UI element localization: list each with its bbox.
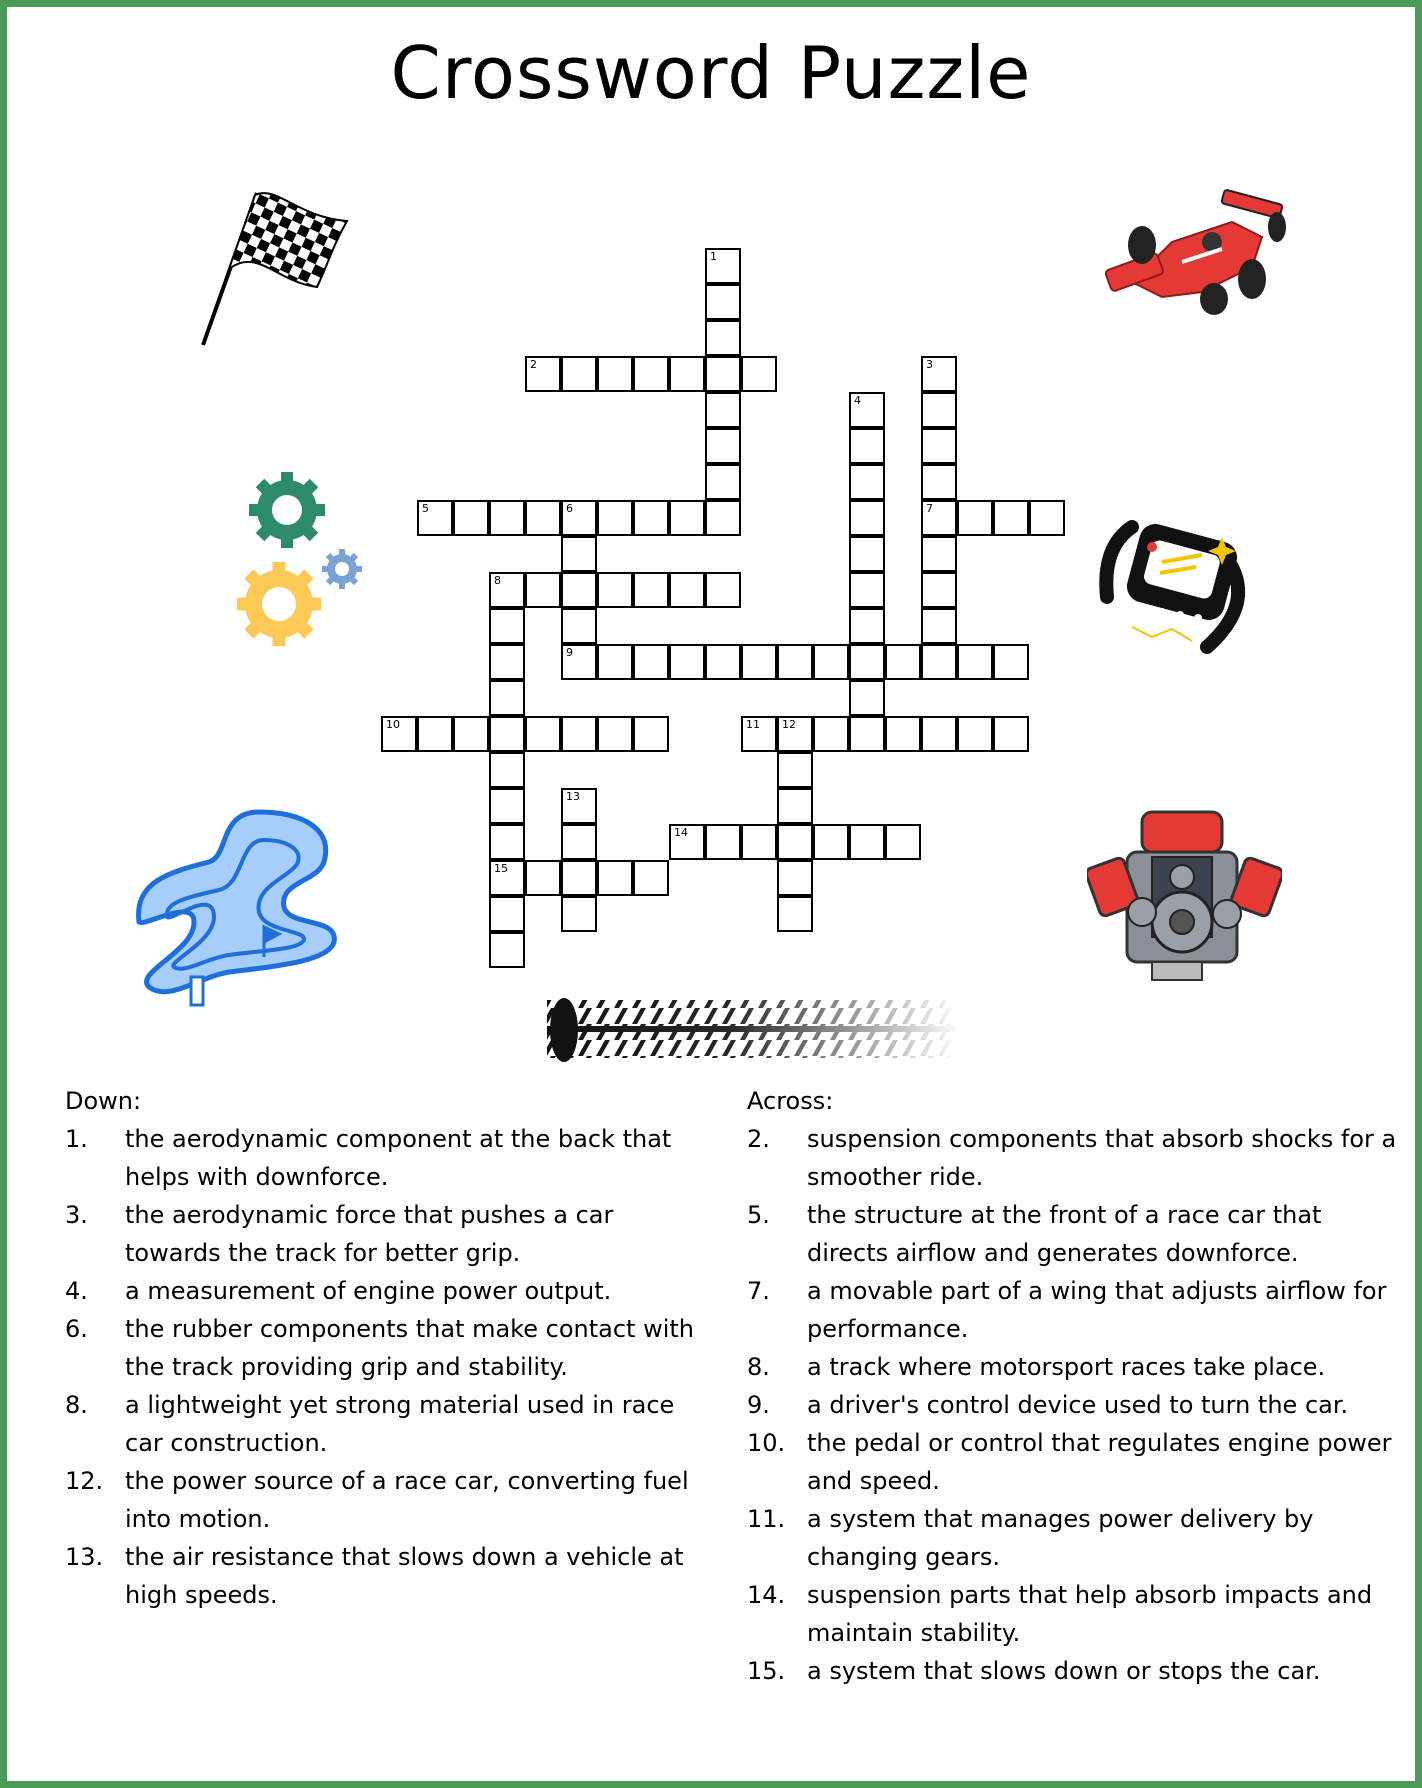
grid-cell[interactable] [705, 464, 741, 500]
grid-cell[interactable] [1029, 500, 1065, 536]
clue-item-number: 4. [65, 1277, 88, 1305]
clue-item-number: 15. [747, 1657, 786, 1685]
grid-cell[interactable] [597, 500, 633, 536]
clue-item-text: a driver's control device used to turn the car. [807, 1391, 1349, 1419]
grid-cell[interactable] [849, 500, 885, 536]
grid-cell[interactable] [813, 644, 849, 680]
grid-cell[interactable] [705, 356, 741, 392]
grid-cell[interactable] [705, 320, 741, 356]
grid-cell[interactable] [921, 716, 957, 752]
clue-item [65, 1538, 705, 1614]
grid-cell[interactable] [525, 500, 561, 536]
grid-cell[interactable] [453, 716, 489, 752]
clue-number: 5 [422, 502, 429, 515]
grid-cell[interactable] [741, 356, 777, 392]
grid-cell[interactable] [849, 536, 885, 572]
clue-item [747, 1348, 1407, 1386]
grid-cell[interactable] [813, 716, 849, 752]
clue-item-text: a system that slows down or stops the car. [807, 1657, 1321, 1685]
clue-item [747, 1386, 1407, 1424]
grid-cell[interactable] [489, 932, 525, 968]
grid-cell[interactable] [561, 644, 597, 680]
grid-cell[interactable] [921, 464, 957, 500]
grid-cell[interactable] [489, 644, 525, 680]
grid-cell[interactable] [777, 716, 813, 752]
clue-item [747, 1272, 1407, 1348]
grid-cell[interactable] [993, 644, 1029, 680]
grid-cell[interactable] [597, 572, 633, 608]
clue-item-text: the power source of a race car, converting fuel into motion. [125, 1467, 689, 1533]
grid-cell[interactable] [525, 860, 561, 896]
grid-cell[interactable] [885, 716, 921, 752]
grid-cell[interactable] [561, 716, 597, 752]
grid-cell[interactable] [705, 248, 741, 284]
clue-item-number: 9. [747, 1391, 770, 1419]
clue-number: 14 [674, 826, 688, 839]
grid-cell[interactable] [561, 608, 597, 644]
clue-item-text: a system that manages power delivery by changing gears. [807, 1505, 1314, 1571]
clue-item [65, 1196, 705, 1272]
clue-number: 15 [494, 862, 508, 875]
grid-cell[interactable] [921, 536, 957, 572]
clue-item [747, 1424, 1407, 1500]
clue-item-number: 12. [65, 1467, 104, 1495]
clue-number: 7 [926, 502, 933, 515]
clue-item [747, 1196, 1407, 1272]
down-heading: Down: [65, 1087, 142, 1115]
grid-cell[interactable] [849, 680, 885, 716]
clue-number: 12 [782, 718, 796, 731]
grid-cell[interactable] [921, 572, 957, 608]
grid-cell[interactable] [849, 716, 885, 752]
clue-item-number: 8. [747, 1353, 770, 1381]
clue-number: 9 [566, 646, 573, 659]
grid-cell[interactable] [849, 428, 885, 464]
grid-cell[interactable] [957, 500, 993, 536]
grid-cell[interactable] [849, 572, 885, 608]
grid-cell[interactable] [669, 356, 705, 392]
grid-cell[interactable] [849, 644, 885, 680]
down-clues [65, 1082, 705, 1614]
clue-item-text: the rubber components that make contact with the track providing grip and stability. [125, 1315, 694, 1381]
grid-cell[interactable] [489, 572, 525, 608]
clue-item-text: the structure at the front of a race car that directs airflow and generates downforce. [807, 1201, 1322, 1267]
grid-cell[interactable] [993, 500, 1029, 536]
grid-cell[interactable] [777, 824, 813, 860]
clue-item-number: 2. [747, 1125, 770, 1153]
clue-item [65, 1272, 705, 1310]
grid-cell[interactable] [417, 716, 453, 752]
clue-number: 13 [566, 790, 580, 803]
page-title: Crossword Puzzle [390, 31, 1032, 115]
grid-cell[interactable] [561, 896, 597, 932]
grid-cell[interactable] [489, 500, 525, 536]
grid-cell[interactable] [525, 716, 561, 752]
grid-cell[interactable] [849, 392, 885, 428]
grid-cell[interactable] [633, 572, 669, 608]
grid-cell[interactable] [885, 824, 921, 860]
down-clue-list [65, 1120, 705, 1614]
grid-cell[interactable] [489, 860, 525, 896]
grid-cell[interactable] [849, 824, 885, 860]
grid-cell[interactable] [777, 896, 813, 932]
grid-cell[interactable] [669, 500, 705, 536]
grid-cell[interactable] [669, 824, 705, 860]
grid-cell[interactable] [705, 824, 741, 860]
crossword-grid [7, 7, 1415, 1107]
clue-number: 4 [854, 394, 861, 407]
clue-item [65, 1120, 705, 1196]
grid-cell[interactable] [777, 644, 813, 680]
clue-item-text: the pedal or control that regulates engine power and speed. [807, 1429, 1392, 1495]
grid-cell[interactable] [597, 644, 633, 680]
grid-cell[interactable] [885, 644, 921, 680]
grid-cell[interactable] [597, 356, 633, 392]
grid-cell[interactable] [561, 788, 597, 824]
clue-item-number: 11. [747, 1505, 786, 1533]
grid-cell[interactable] [921, 608, 957, 644]
grid-cell[interactable] [597, 860, 633, 896]
grid-cell[interactable] [489, 608, 525, 644]
clue-item-number: 6. [65, 1315, 88, 1343]
across-clue-list [747, 1120, 1407, 1690]
clue-item [747, 1652, 1407, 1690]
grid-cell[interactable] [561, 536, 597, 572]
clue-item [65, 1310, 705, 1386]
clue-number: 2 [530, 358, 537, 371]
grid-cell[interactable] [741, 644, 777, 680]
grid-cell[interactable] [417, 500, 453, 536]
clue-number: 8 [494, 574, 501, 587]
clue-item [747, 1576, 1407, 1652]
grid-cell[interactable] [777, 752, 813, 788]
grid-cell[interactable] [597, 716, 633, 752]
clue-item-text: the aerodynamic force that pushes a car towards the track for better grip. [125, 1201, 614, 1267]
grid-cell[interactable] [957, 716, 993, 752]
clue-item-number: 8. [65, 1391, 88, 1419]
grid-cell[interactable] [705, 500, 741, 536]
grid-cell[interactable] [633, 500, 669, 536]
grid-cell[interactable] [561, 356, 597, 392]
clue-item-number: 5. [747, 1201, 770, 1229]
grid-cell[interactable] [489, 680, 525, 716]
clue-item-number: 7. [747, 1277, 770, 1305]
grid-cell[interactable] [633, 716, 669, 752]
grid-cell[interactable] [849, 608, 885, 644]
clue-item-number: 10. [747, 1429, 786, 1457]
grid-cell[interactable] [561, 824, 597, 860]
grid-cell[interactable] [669, 572, 705, 608]
grid-cell[interactable] [921, 644, 957, 680]
clue-item-number: 3. [65, 1201, 88, 1229]
grid-cell[interactable] [705, 428, 741, 464]
grid-cell[interactable] [489, 824, 525, 860]
clue-number: 10 [386, 718, 400, 731]
grid-cell[interactable] [633, 644, 669, 680]
grid-cell[interactable] [921, 428, 957, 464]
clue-item [65, 1462, 705, 1538]
grid-cell[interactable] [489, 896, 525, 932]
grid-cell[interactable] [561, 500, 597, 536]
grid-cell[interactable] [705, 572, 741, 608]
grid-cell[interactable] [633, 356, 669, 392]
grid-cell[interactable] [957, 644, 993, 680]
grid-cell[interactable] [489, 716, 525, 752]
grid-cell[interactable] [705, 284, 741, 320]
clue-number: 6 [566, 502, 573, 515]
clue-item-text: suspension parts that help absorb impacts and maintain stability. [807, 1581, 1373, 1647]
grid-cell[interactable] [777, 860, 813, 896]
grid-cell[interactable] [741, 824, 777, 860]
clue-item-text: the aerodynamic component at the back that helps with downforce. [125, 1125, 672, 1191]
grid-cell[interactable] [525, 356, 561, 392]
clue-item-text: suspension components that absorb shocks for a smoother ride. [807, 1125, 1397, 1191]
clue-item-text: a track where motorsport races take place. [807, 1353, 1326, 1381]
grid-cell[interactable] [993, 716, 1029, 752]
grid-cell[interactable] [849, 464, 885, 500]
clue-item [65, 1386, 705, 1462]
grid-cell[interactable] [921, 356, 957, 392]
grid-cell[interactable] [669, 644, 705, 680]
grid-cell[interactable] [777, 788, 813, 824]
across-heading: Across: [747, 1087, 834, 1115]
across-clues [747, 1082, 1407, 1690]
clue-number: 11 [746, 718, 760, 731]
clue-item-text: the air resistance that slows down a vehicle at high speeds. [125, 1543, 684, 1609]
clue-item [747, 1120, 1407, 1196]
clue-item [747, 1500, 1407, 1576]
clue-item-text: a measurement of engine power output. [125, 1277, 612, 1305]
grid-cell[interactable] [633, 860, 669, 896]
clue-item-number: 1. [65, 1125, 88, 1153]
grid-cell[interactable] [705, 644, 741, 680]
grid-cell[interactable] [921, 392, 957, 428]
clue-item-text: a lightweight yet strong material used in race car construction. [125, 1391, 675, 1457]
grid-cell[interactable] [453, 500, 489, 536]
grid-cell[interactable] [489, 752, 525, 788]
clue-number: 1 [710, 250, 717, 263]
grid-cell[interactable] [741, 716, 777, 752]
grid-cell[interactable] [705, 392, 741, 428]
grid-cell[interactable] [921, 500, 957, 536]
clue-item-number: 13. [65, 1543, 104, 1571]
grid-cell[interactable] [381, 716, 417, 752]
grid-cell[interactable] [561, 572, 597, 608]
grid-cell[interactable] [813, 824, 849, 860]
clue-number: 3 [926, 358, 933, 371]
clue-item-text: a movable part of a wing that adjusts airflow for performance. [807, 1277, 1387, 1343]
grid-cell[interactable] [561, 860, 597, 896]
grid-cell[interactable] [525, 572, 561, 608]
clue-item-number: 14. [747, 1581, 786, 1609]
grid-cell[interactable] [489, 788, 525, 824]
